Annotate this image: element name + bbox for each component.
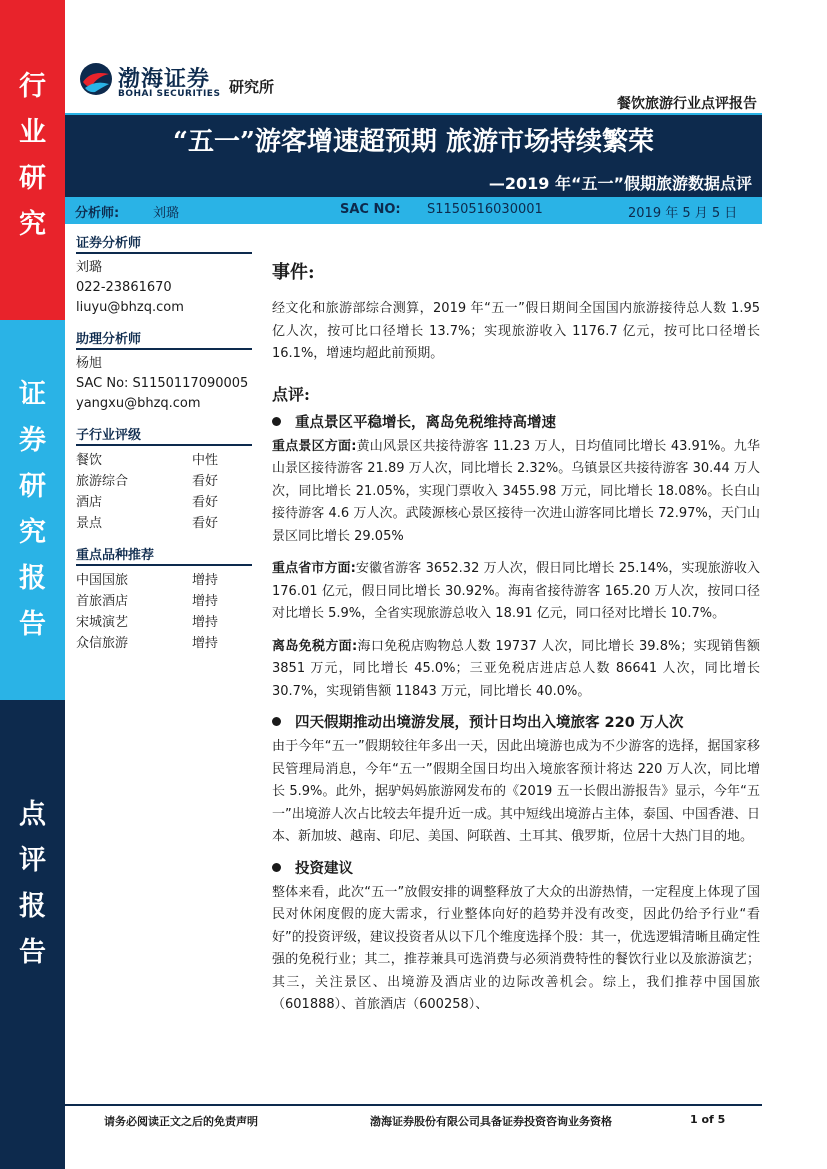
bullet-text: 四天假期推动出境游发展，预计日均出入境旅客 220 万人次	[295, 715, 684, 731]
table-row	[76, 450, 252, 471]
table-row	[76, 513, 252, 534]
pick-name: 首旅酒店	[76, 594, 129, 609]
table-row	[76, 633, 252, 654]
rating-name: 旅游综合	[76, 474, 129, 489]
pick-rating: 增持	[192, 573, 219, 588]
sub-industry-rating-table	[76, 450, 252, 534]
sidebar-industry-research	[0, 0, 65, 320]
paragraph-text: 黄山风景区共接待游客 11.23 万人，日均值同比增长 43.91%。九华山景区接待游客 21.89 万人次，同比增长 2.32%。乌镇景区共接待游客 30.44 万人次，同比增长 21.05%，实现门票收入 3455.98 万元，同比增长 18.08%。长白山接待游客 4.6 万人次。武陵源核心景区接待一次进山游客同比增长 72.97%，天门山景区同比增长 29.05%	[272, 438, 760, 544]
paragraph-lead: 离岛免税方面:	[272, 638, 358, 654]
section-title-sub-industry-rating: 子行业评级	[76, 424, 252, 446]
paragraph-text: 海口免税店购物总人数 19737 人次，同比增长 39.8%；实现销售额 3851 万元，同比增长 45.0%；三亚免税店进店总人数 86641 人次，同比增长 30.7%，实现销售额 11843 万元，同比增长 40.0%。	[272, 638, 760, 699]
rating-value: 看好	[192, 495, 219, 510]
footer-divider	[65, 1104, 762, 1106]
assistant-sac: SAC No: S1150117090005	[76, 376, 249, 391]
paragraph-lead: 重点景区方面:	[272, 438, 357, 454]
sidebar-char: 证	[19, 379, 46, 410]
rating-value: 中性	[192, 453, 219, 468]
table-row	[76, 612, 252, 633]
sidebar-char: 告	[19, 609, 46, 640]
rating-value: 看好	[192, 516, 219, 531]
section-title-assistant-analyst: 助理分析师	[76, 328, 252, 350]
footer-disclaimer: 请务必阅读正文之后的免责声明	[104, 1115, 258, 1128]
sidebar-char: 研	[19, 471, 46, 502]
sidebar-char: 业	[19, 117, 46, 148]
analyst-phone: 022-23861670	[76, 280, 172, 295]
paragraph-text: 安徽省游客 3652.32 万人次，假日同比增长 25.14%，实现旅游收入 176.01 亿元，假日同比增长 30.92%。海南省接待游客 165.20 万人次，按同口径对比增长 5.9%，全省实现旅游总收入 18.91 亿元，同口径对比增长 10.7%。	[272, 561, 760, 621]
report-date: 2019 年 5 月 5 日	[628, 206, 738, 221]
bullet-dot-icon	[272, 863, 281, 872]
bullet-text: 重点景区平稳增长，离岛免税维持高增速	[295, 414, 556, 431]
assistant-analyst-info	[76, 354, 252, 414]
key-picks-table	[76, 570, 252, 654]
sidebar-char: 报	[19, 563, 46, 594]
left-sidebar	[0, 0, 65, 1169]
sac-number: S1150516030001	[427, 202, 543, 217]
sidebar-char: 券	[19, 425, 46, 456]
footer-qualification: 渤海证券股份有限公司具备证券投资咨询业务资格	[370, 1115, 612, 1128]
sidebar-char: 研	[19, 163, 46, 194]
report-type: 餐饮旅游行业点评报告	[617, 96, 757, 112]
bullet-heading	[272, 857, 760, 878]
sidebar-char: 究	[19, 209, 46, 240]
event-heading: 事件:	[272, 262, 315, 283]
sidebar-char: 告	[19, 937, 46, 968]
rating-name: 景点	[76, 516, 103, 531]
title-band	[65, 113, 762, 197]
analyst-name: 刘璐	[76, 260, 103, 275]
pick-rating: 增持	[192, 636, 219, 651]
pick-name: 众信旅游	[76, 636, 129, 651]
event-paragraph: 经文化和旅游部综合测算，2019 年“五一”假日期间全国国内旅游接待总人数 1.95 亿人次，按可比口径增长 13.7%；实现旅游收入 1176.7 亿元，按可比口径增长 16.1%，增速均超此前预期。	[272, 301, 760, 361]
analyst-info-column	[76, 232, 252, 664]
bullet-dot-icon	[272, 717, 281, 726]
scenic-spots-paragraph	[272, 436, 760, 549]
table-row	[76, 570, 252, 591]
table-row	[76, 591, 252, 612]
securities-analyst-info	[76, 258, 252, 318]
sidebar-char: 究	[19, 517, 46, 548]
brand-name-en: BOHAI SECURITIES	[118, 89, 221, 99]
rating-name: 餐饮	[76, 453, 103, 468]
assistant-email: yangxu@bhzq.com	[76, 396, 201, 411]
investment-advice-paragraph: 整体来看，此次“五一”放假安排的调整释放了大众的出游热情，一定程度上体现了国民对休闲度假的庞大需求，行业整体向好的趋势并没有改变，因此仍给予行业“看好”的投资评级，建议投资者从以下几个维度选择个股：其一，优选逻辑清晰且确定性强的免税行业；其二，推荐兼具可选消费与必须消费特性的餐饮行业以及旅游演艺；其三，关注景区、出境游及酒店业的边际改善机会。综上，我们推荐中国国旅（601888）、首旅酒店（600258）、	[272, 884, 760, 1012]
analyst-bar	[65, 197, 762, 224]
sidebar-char: 点	[19, 799, 46, 830]
bullet-dot-icon	[272, 417, 281, 426]
main-content	[272, 258, 760, 1017]
assistant-name: 杨旭	[76, 356, 103, 371]
section-title-key-picks: 重点品种推荐	[76, 544, 252, 566]
bullet-heading	[272, 411, 760, 432]
section-title-securities-analyst: 证券分析师	[76, 232, 252, 254]
sidebar-securities-report	[0, 320, 65, 700]
sidebar-comment-report	[0, 700, 65, 1169]
comment-heading: 点评:	[272, 384, 310, 404]
pick-rating: 增持	[192, 594, 219, 609]
institute-label: 研究所	[229, 78, 275, 96]
rating-name: 酒店	[76, 495, 103, 510]
bullet-heading	[272, 711, 760, 732]
bullet-text: 投资建议	[295, 860, 353, 877]
pick-rating: 增持	[192, 615, 219, 630]
brand-name-cn: 渤海证券	[118, 66, 211, 92]
sidebar-char: 报	[19, 891, 46, 922]
duty-free-paragraph	[272, 636, 760, 704]
pick-name: 宋城演艺	[76, 615, 129, 630]
paragraph-lead: 重点省市方面:	[272, 561, 356, 576]
table-row	[76, 492, 252, 513]
report-subtitle: —2019 年“五一”假期旅游数据点评	[488, 174, 752, 193]
sidebar-char: 行	[19, 71, 46, 102]
page-number: 1 of 5	[690, 1113, 726, 1126]
report-title: “五一”游客增速超预期 旅游市场持续繁荣	[173, 127, 654, 157]
analyst-name: 刘璐	[153, 206, 180, 221]
provinces-paragraph	[272, 558, 760, 626]
bohai-logo-icon	[79, 62, 113, 96]
outbound-travel-paragraph: 由于今年“五一”假期较往年多出一天，因此出境游也成为不少游客的选择，据国家移民管理局消息，今年“五一”假期全国日均出入境旅客预计将达 220 万人次，同比增长 5.9%。此外，据驴妈妈旅游网发布的《2019 五一长假出游报告》显示，今年“五一”出境游人次占比较去年提升近一成。其中短线出境游占主体，泰国、中国香港、日本、新加坡、越南、印尼、美国、阿联酋、土耳其、俄罗斯，位居十大热门目的地。	[272, 739, 760, 844]
sac-label: SAC NO:	[340, 202, 401, 217]
analyst-email: liuyu@bhzq.com	[76, 300, 184, 315]
pick-name: 中国国旅	[76, 573, 129, 588]
analyst-label: 分析师:	[75, 206, 120, 221]
rating-value: 看好	[192, 474, 219, 489]
table-row	[76, 471, 252, 492]
sidebar-char: 评	[19, 845, 46, 876]
